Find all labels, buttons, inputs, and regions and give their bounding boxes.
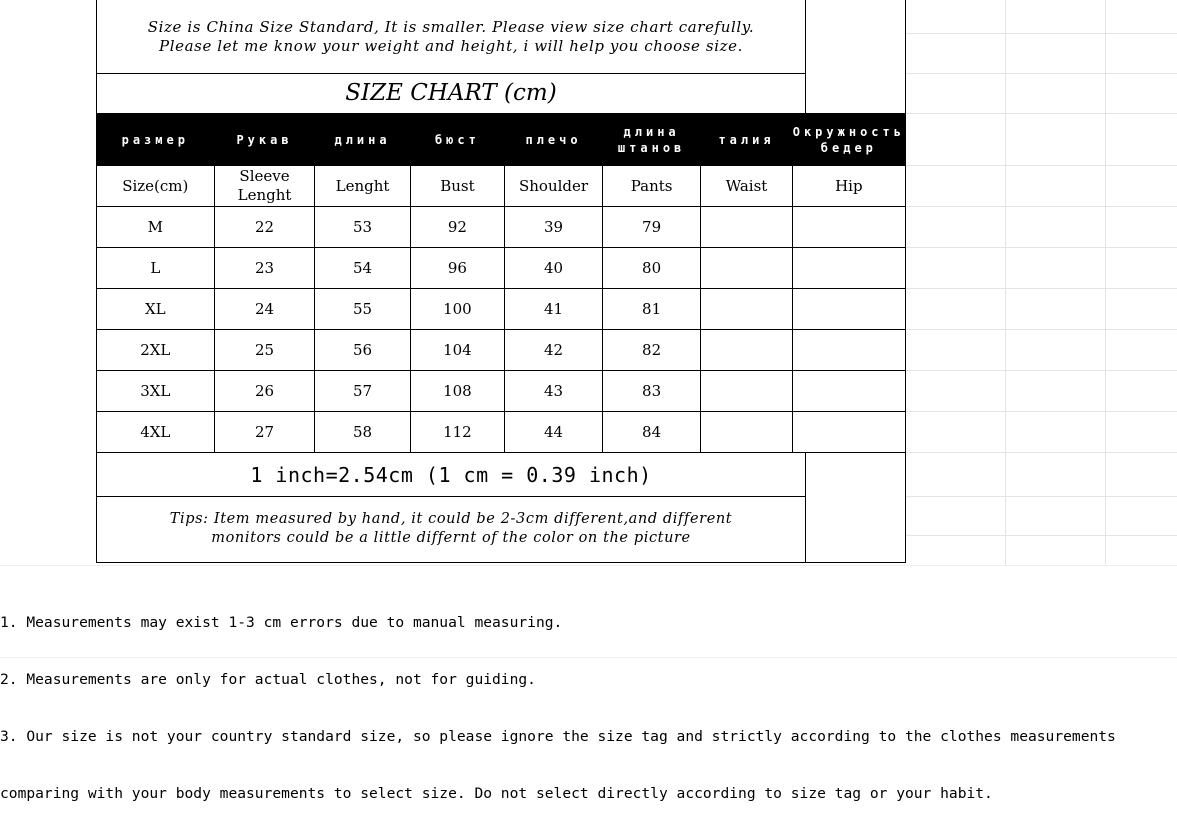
gridline: [1105, 0, 1106, 565]
table-cell: 84: [602, 412, 701, 453]
note-line-4: comparing with your body measurements to select size. Do not select directly according to size tag or your habit.: [0, 785, 993, 802]
header-note-line-1: Size is China Size Standard, It is smaller. Please view size chart carefully.: [147, 17, 755, 36]
russian-header-row: [97, 114, 906, 166]
measurement-notes: [0, 575, 1177, 822]
table-cell: 92: [410, 207, 505, 248]
gridline: [906, 535, 1177, 536]
header-en-bust: Bust: [410, 166, 505, 207]
header-en-hip: Hip: [792, 166, 905, 207]
gridline: [906, 247, 1177, 248]
right-column-cell: [806, 0, 906, 113]
table-cell: 26: [214, 371, 315, 412]
table-row: [97, 248, 906, 289]
table-cell: 79: [602, 207, 701, 248]
table-cell: 42: [505, 330, 603, 371]
table-cell: 4XL: [97, 412, 215, 453]
header-en-pants: Pants: [602, 166, 701, 207]
header-ru-shoulder: плечо: [505, 114, 603, 166]
tips-line-2: monitors could be a little differnt of the color on the picture: [211, 530, 691, 546]
table-cell: 22: [214, 207, 315, 248]
right-column-cell: [806, 453, 906, 563]
table-cell: 82: [602, 330, 701, 371]
table-row: [97, 371, 906, 412]
table-cell: 54: [315, 248, 410, 289]
table-cell: 39: [505, 207, 603, 248]
table-cell: 112: [410, 412, 505, 453]
table-cell: 80: [602, 248, 701, 289]
table-cell: [701, 412, 792, 453]
table-cell: [792, 248, 905, 289]
table-row: [97, 412, 906, 453]
table-cell: [792, 330, 905, 371]
tips-note: [96, 496, 806, 563]
header-ru-waist: талия: [701, 114, 792, 166]
table-cell: 96: [410, 248, 505, 289]
table-cell: 56: [315, 330, 410, 371]
table-row: [97, 289, 906, 330]
table-cell: [701, 371, 792, 412]
table-cell: 25: [214, 330, 315, 371]
header-en-waist: Waist: [701, 166, 792, 207]
table-cell: 58: [315, 412, 410, 453]
gridline: [1005, 0, 1006, 565]
tips-line-1: Tips: Item measured by hand, it could be 2-3cm different,and different: [169, 511, 733, 527]
table-cell: 100: [410, 289, 505, 330]
size-table: [96, 113, 906, 453]
inch-conversion: 1 inch=2.54cm (1 cm = 0.39 inch): [96, 453, 806, 497]
table-cell: [792, 289, 905, 330]
header-ru-hip: Окружность бедер: [792, 114, 905, 166]
gridline: [906, 329, 1177, 330]
note-line-1: 1. Measurements may exist 1-3 cm errors due to manual measuring.: [0, 614, 563, 631]
table-row: [97, 207, 906, 248]
header-note: [96, 0, 806, 74]
note-line-3: 3. Our size is not your country standard size, so please ignore the size tag and strictly according to the clothes measurements: [0, 728, 1116, 745]
header-en-length: Lenght: [315, 166, 410, 207]
header-en-size: Size(cm): [97, 166, 215, 207]
table-cell: 44: [505, 412, 603, 453]
header-ru-sleeve: Рукав: [214, 114, 315, 166]
gridline: [906, 73, 1177, 74]
gridline: [906, 496, 1177, 497]
table-cell: 53: [315, 207, 410, 248]
table-cell: [792, 207, 905, 248]
header-note-line-2: Please let me know your weight and height, i will help you choose size.: [159, 36, 743, 55]
table-cell: 83: [602, 371, 701, 412]
table-cell: 40: [505, 248, 603, 289]
gridline: [906, 370, 1177, 371]
table-cell: [792, 371, 905, 412]
gridline: [906, 165, 1177, 166]
table-cell: L: [97, 248, 215, 289]
table-cell: 57: [315, 371, 410, 412]
table-cell: [701, 330, 792, 371]
header-ru-length: длина: [315, 114, 410, 166]
table-cell: 23: [214, 248, 315, 289]
table-cell: 81: [602, 289, 701, 330]
note-line-2: 2. Measurements are only for actual clothes, not for guiding.: [0, 671, 536, 688]
table-cell: 43: [505, 371, 603, 412]
gridline: [0, 565, 1177, 566]
header-en-sleeve: Sleeve Lenght: [214, 166, 315, 207]
english-header-row: [97, 166, 906, 207]
table-cell: 108: [410, 371, 505, 412]
gridline: [906, 411, 1177, 412]
table-cell: [701, 289, 792, 330]
header-ru-bust: бюст: [410, 114, 505, 166]
table-cell: [701, 248, 792, 289]
table-cell: 55: [315, 289, 410, 330]
gridline: [906, 288, 1177, 289]
size-chart-sheet: [96, 0, 906, 563]
gridline: [906, 33, 1177, 34]
table-cell: 104: [410, 330, 505, 371]
table-cell: 3XL: [97, 371, 215, 412]
table-cell: 24: [214, 289, 315, 330]
chart-title: SIZE CHART (cm): [96, 73, 806, 113]
table-row: [97, 330, 906, 371]
table-cell: XL: [97, 289, 215, 330]
table-cell: 27: [214, 412, 315, 453]
gridline: [906, 206, 1177, 207]
table-cell: 41: [505, 289, 603, 330]
table-cell: 2XL: [97, 330, 215, 371]
header-ru-pants: длина штанов: [602, 114, 701, 166]
table-cell: [701, 207, 792, 248]
gridline: [906, 452, 1177, 453]
header-ru-size: размер: [97, 114, 215, 166]
gridline: [906, 113, 1177, 114]
table-cell: M: [97, 207, 215, 248]
header-en-shoulder: Shoulder: [505, 166, 603, 207]
table-cell: [792, 412, 905, 453]
